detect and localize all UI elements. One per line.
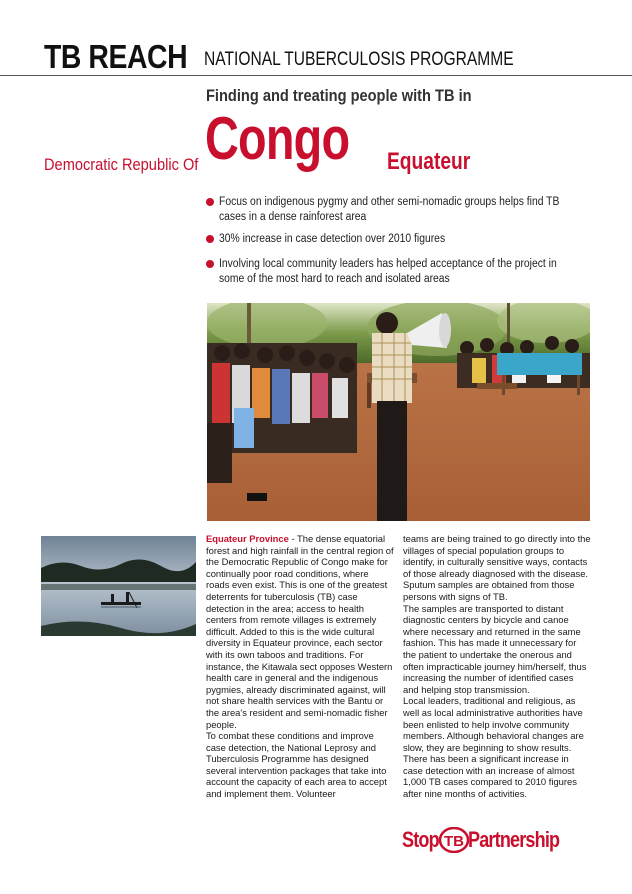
logo-stop-text: Stop [402, 827, 439, 852]
body-paragraph: There has been a significant increase in case detection with an increase of almost 1,000 TB cases compared to 2010 figures after nine months of activities. [403, 753, 577, 800]
highlight-text: Involving local community leaders has helped acceptance of the project in some of the most hard to reach and isolated areas [219, 258, 557, 285]
body-paragraph: - The dense equatorial forest and high rainfall in the central region of the Democratic Republic of Congo make for continually poor road conditions, where roads even exist. This is one of the greatest deterrents for tuberculosis (TB) case detection in the area; access to health centers from remote villages is extremely difficult. Added to this is the wide cultural diversity in Equateur province, each sector with its own taboos and traditions. For instance, the Kitawala sect opposes Western health care in general and the indigenous pygmies, already discriminated against, will not share health services with the Bantu or the area's resident and semi-nomadic fisher people. [206, 533, 394, 730]
community-meeting-photo [207, 303, 590, 521]
bullet-icon [206, 198, 214, 206]
program-subtitle: NATIONAL TUBERCULOSIS PROGRAMME [204, 49, 514, 70]
program-title: TB REACH [44, 38, 188, 75]
body-paragraph: To combat these conditions and improve case detection, the National Leprosy and Tuberculosis Programme has designed several intervention packages that take into account the capacity of each area to accept and implement them. Volunteer [206, 730, 387, 800]
country-name: Congo [205, 105, 350, 172]
highlight-item [206, 232, 626, 247]
body-column-left [206, 533, 394, 800]
river-canoe-photo [41, 536, 196, 636]
logo-partnership-text: Partnership [467, 827, 560, 852]
country-prefix: Democratic Republic Of [44, 155, 199, 174]
bullet-icon [206, 260, 214, 268]
highlight-item [206, 195, 626, 225]
stop-tb-partnership-logo [402, 826, 579, 854]
body-paragraph: teams are being trained to go directly into the villages of special population groups to identify, in culturally sensitive ways, contacts of those already diagnosed with the disease. Sputum samples are obtained from those persons with signs of TB. [403, 533, 591, 602]
logo-tb-text: TB [443, 833, 464, 850]
province-name: Equateur [387, 148, 471, 175]
header-divider [0, 75, 632, 76]
logo-tb-badge [439, 827, 469, 853]
headline-kicker: Finding and treating people with TB in [206, 86, 472, 105]
highlight-item [206, 257, 626, 287]
body-column-right [403, 533, 591, 800]
bullet-icon [206, 235, 214, 243]
highlight-text: Focus on indigenous pygmy and other semi-nomadic groups helps find TB cases in a dense rainforest area [219, 196, 560, 223]
body-paragraph: Local leaders, traditional and religious, as well as local administrative authorities have been enlisted to help involve community members. Although behavioral changes are slow, they are beginning to show results. [403, 695, 584, 753]
highlight-text: 30% increase in case detection over 2010 figures [219, 233, 446, 245]
section-lead: Equateur Province [206, 533, 289, 544]
body-paragraph: The samples are transported to distant diagnostic centers by bicycle and canoe where necessary and returned in the same fashion. This has made it unnecessary for the patient to undertake the onerous and often impracticable journey him/herself, thus increasing the number of identified cases and helping stop transmission. [403, 602, 587, 695]
